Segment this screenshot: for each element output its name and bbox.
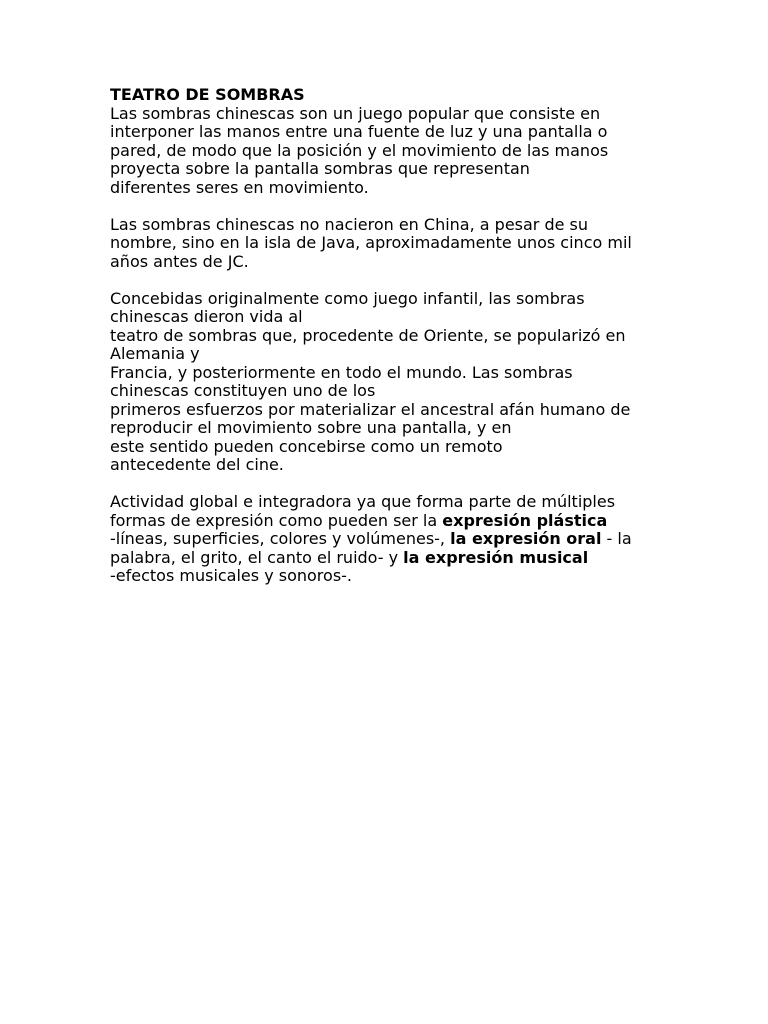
paragraph-2-line: años antes de JC. xyxy=(110,251,249,271)
paragraph-spacer xyxy=(110,475,670,494)
paragraph-spacer xyxy=(110,271,670,290)
document-title: TEATRO DE SOMBRAS xyxy=(110,85,305,104)
paragraph-1-line: diferentes seres en movimiento. xyxy=(110,177,369,197)
paragraph-3-line: reproducir el movimiento sobre una pantalla, y en xyxy=(110,418,512,437)
paragraph-4-text: - la xyxy=(601,529,632,548)
paragraph-4-text: -líneas, superficies, colores y volúmenes-, xyxy=(110,529,451,548)
paragraph-1-line: pared, de modo que la posición y el movimiento de las manos xyxy=(110,140,609,160)
paragraph-3-line: este sentido pueden concebirse como un remoto xyxy=(110,436,503,456)
paragraph-3-line: Alemania y xyxy=(110,344,200,363)
paragraph-4-line xyxy=(110,530,670,549)
paragraph-4-line: Actividad global e integradora ya que forma parte de múltiples xyxy=(110,492,616,511)
paragraph-3-line: chinescas dieron vida al xyxy=(110,307,303,326)
paragraph-1-line: Las sombras chinescas son un juego popular que consiste en xyxy=(110,103,601,123)
paragraph-3-line: antecedente del cine. xyxy=(110,455,284,474)
paragraph-3-line: Concebidas originalmente como juego infantil, las sombras xyxy=(110,288,585,308)
paragraph-4-text: formas de expresión como pueden ser la xyxy=(110,510,443,530)
paragraph-3-line: primeros esfuerzos por materializar el ancestral afán humano de xyxy=(110,399,631,419)
bold-term-expresion-musical: la expresión musical xyxy=(403,547,589,567)
paragraph-2-line: nombre, sino en la isla de Java, aproximadamente unos cinco mil xyxy=(110,233,632,252)
paragraph-1-line: interponer las manos entre una fuente de luz y una pantalla o xyxy=(110,122,608,141)
paragraph-2-line: Las sombras chinescas no nacieron en China, a pesar de su xyxy=(110,214,589,234)
paragraph-spacer xyxy=(110,197,670,216)
document-body xyxy=(110,86,670,586)
bold-term-expresion-plastica: expresión plástica xyxy=(442,510,608,530)
paragraph-4-line xyxy=(110,549,670,568)
paragraph-1-line: proyecta sobre la pantalla sombras que representan xyxy=(110,159,530,178)
paragraph-3-line: chinescas constituyen uno de los xyxy=(110,381,376,400)
paragraph-4-line: -efectos musicales y sonoros-. xyxy=(110,566,353,585)
paragraph-4-text: palabra, el grito, el canto el ruido- y xyxy=(110,547,404,567)
paragraph-3-line: teatro de sombras que, procedente de Oriente, se popularizó en xyxy=(110,325,626,345)
paragraph-3-line: Francia, y posteriormente en todo el mundo. Las sombras xyxy=(110,362,573,382)
bold-term-expresion-oral: la expresión oral xyxy=(450,529,602,548)
paragraph-4-line xyxy=(110,512,670,531)
